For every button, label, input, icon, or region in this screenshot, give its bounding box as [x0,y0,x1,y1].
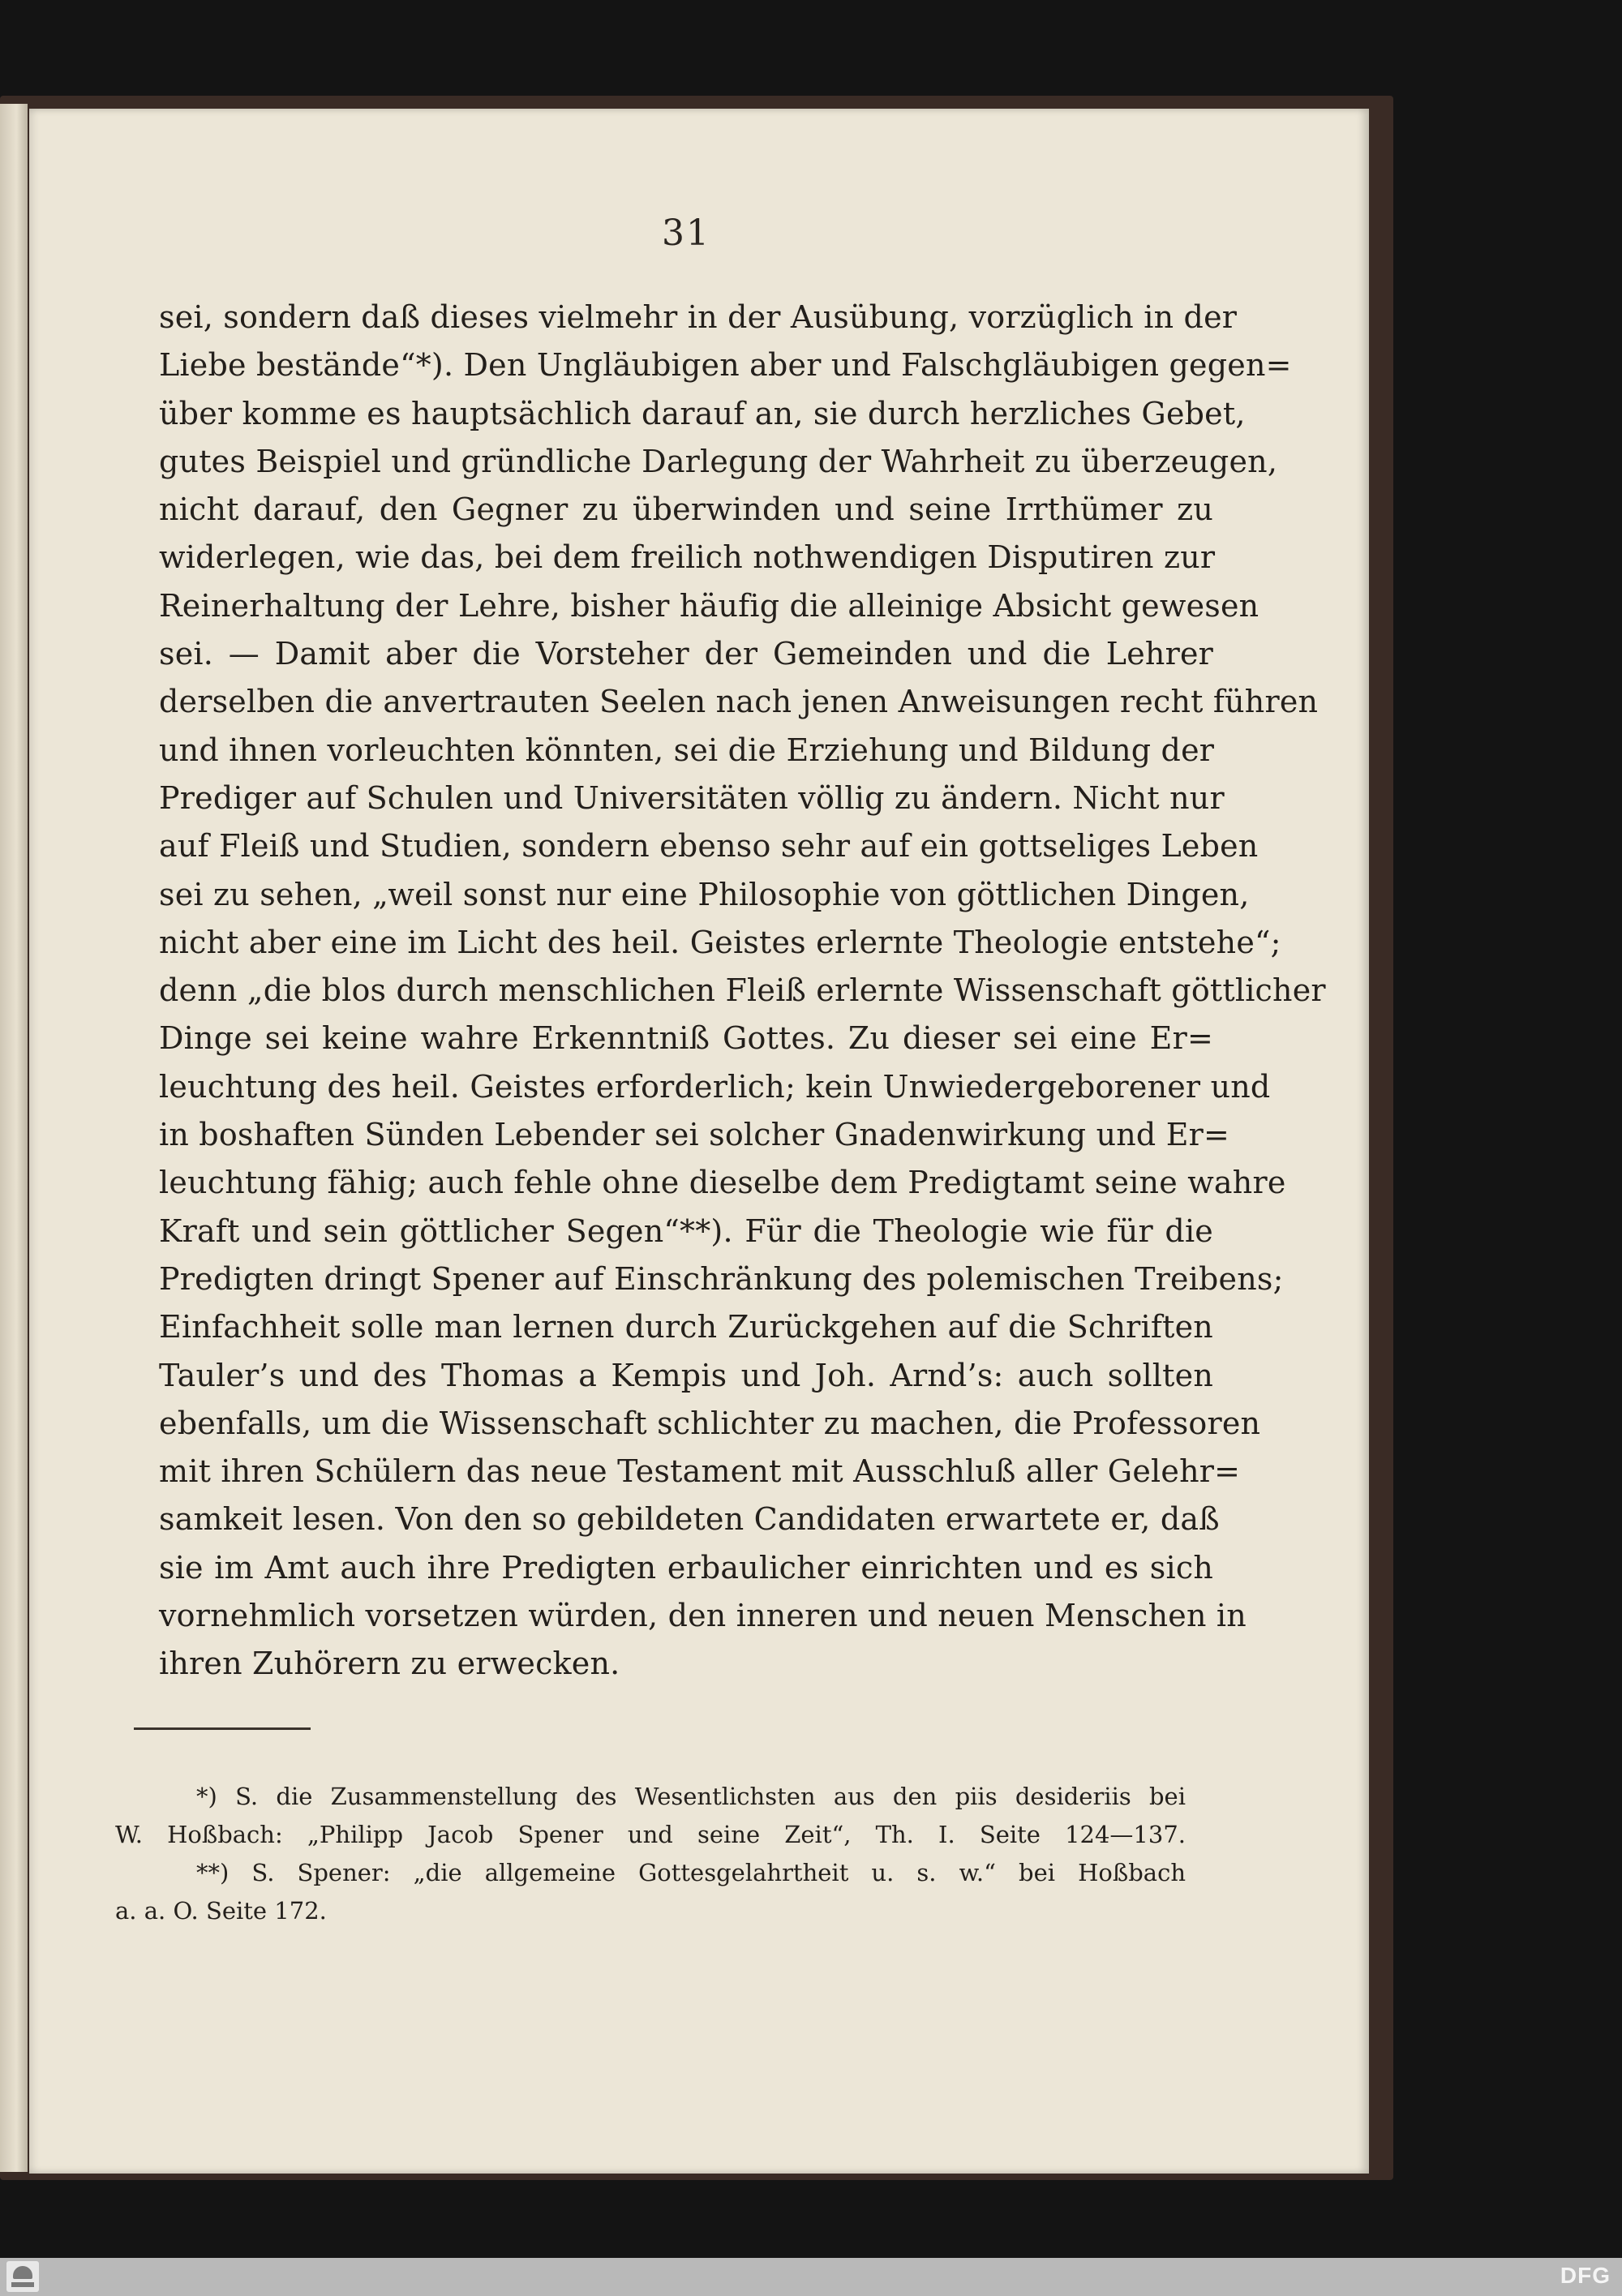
text-line: Dinge sei keine wahre Erkenntniß Gottes. Zu dieser sei eine Er= [159,1020,1213,1057]
text-line: sei, sondern daß dieses vielmehr in der Ausübung, vorzüglich in der [159,299,1238,335]
viewer-bottom-bar [0,2258,1622,2296]
text-line: widerlegen, wie das, bei dem freilich nothwendigen Disputiren zur [159,539,1216,576]
text-line: sie im Amt auch ihre Predigten erbaulicher einrichten und es sich [159,1549,1213,1586]
text-line: Predigten dringt Spener auf Einschränkung des polemischen Treibens; [159,1260,1284,1297]
dfg-logo: DFG [1560,2263,1611,2288]
body-text [159,294,1326,1689]
text-line: samkeit lesen. Von den so gebildeten Candidaten erwartete er, daß [159,1501,1220,1538]
text-line: nicht aber eine im Licht des heil. Geistes erlernte Theologie entstehe“; [159,924,1281,960]
text-line: ebenfalls, um die Wissenschaft schlichter zu machen, die Professoren [159,1405,1261,1441]
footnote-line: **) S. Spener: „die allgemeine Gottesgelahrtheit u. s. w.“ bei Hoßbach [196,1859,1186,1886]
footnotes [115,1778,1186,1930]
text-line: leuchtung fähig; auch fehle ohne dieselbe dem Predigtamt seine wahre [159,1165,1286,1201]
library-logo-icon [6,2261,39,2292]
text-line: sei zu sehen, „weil sonst nur eine Philosophie von göttlichen Dingen, [159,876,1250,912]
text-line: denn „die blos durch menschlichen Fleiß erlernte Wissenschaft göttlicher [159,972,1326,1009]
text-line: Tauler’s und des Thomas a Kempis und Joh. Arnd’s: auch sollten [159,1357,1213,1393]
text-line: auf Fleiß und Studien, sondern ebenso sehr auf ein gottseliges Leben [159,828,1259,865]
footnote-line: *) S. die Zusammenstellung des Wesentlichsten aus den piis desideriis bei [196,1783,1186,1810]
text-line: und ihnen vorleuchten könnten, sei die Erziehung und Bildung der [159,732,1215,768]
text-line: Einfachheit solle man lernen durch Zurückgehen auf die Schriften [159,1309,1213,1345]
text-line: Reinerhaltung der Lehre, bisher häufig die alleinige Absicht gewesen [159,587,1259,624]
text-line: in boshaften Sünden Lebender sei solcher Gnadenwirkung und Er= [159,1117,1230,1153]
text-line: leuchtung des heil. Geistes erforderlich; kein Unwiedergeborener und [159,1068,1271,1105]
text-line: derselben die anvertrauten Seelen nach jenen Anweisungen recht führen [159,684,1319,720]
text-line: nicht darauf, den Gegner zu überwinden und seine Irrthümer zu [159,491,1213,528]
footnote-line: a. a. O. Seite 172. [115,1897,327,1925]
left-page-edge [0,104,28,2172]
text-line: ihren Zuhörern zu erwecken. [159,1646,620,1682]
text-line: mit ihren Schülern das neue Testament mit Ausschluß aller Gelehr= [159,1453,1241,1490]
text-line: über komme es hauptsächlich darauf an, sie durch herzliches Gebet, [159,395,1246,431]
text-line: Liebe bestände“*). Den Ungläubigen aber und Falschgläubigen gegen= [159,347,1292,384]
page-number: 31 [662,212,710,254]
text-line: vornehmlich vorsetzen würden, den inneren und neuen Menschen in [159,1598,1247,1634]
text-line: Kraft und sein göttlicher Segen“**). Für die Theologie wie für die [159,1212,1213,1249]
footnote-separator [134,1727,311,1730]
text-line: Prediger auf Schulen und Universitäten völlig zu ändern. Nicht nur [159,779,1225,816]
footnote-line: W. Hoßbach: „Philipp Jacob Spener und seine Zeit“, Th. I. Seite 124—137. [115,1821,1186,1848]
text-line: gutes Beispiel und gründliche Darlegung der Wahrheit zu überzeugen, [159,443,1278,479]
text-line: sei. — Damit aber die Vorsteher der Gemeinden und die Lehrer [159,636,1213,672]
